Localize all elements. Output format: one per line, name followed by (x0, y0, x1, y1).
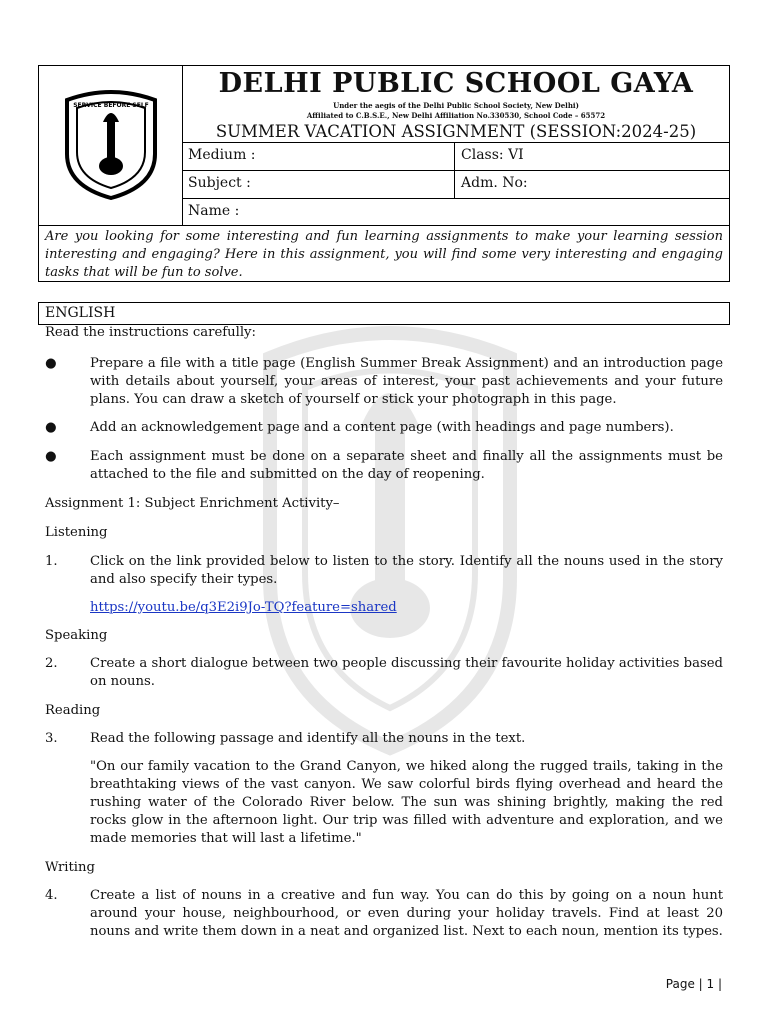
aegis-line: Under the aegis of the Delhi Public School Society, New Delhi) (333, 101, 579, 110)
listening-heading: Listening (45, 525, 108, 540)
list-item (45, 887, 723, 941)
item-number: 1. (45, 554, 58, 569)
passage-text: "On our family vacation to the Grand Canyon, we hiked along the rugged trails, taking in the breathtaking views of the vast canyon. We saw colorful birds flying overhead and heard the rushing water of the Colorado River below. The sun was shining brightly, making the red rocks glow in the afternoon light. Our trip was filled with adventure and exploration, and we made memories that will last a lifetime." (90, 759, 723, 846)
speaking-heading: Speaking (45, 628, 108, 643)
reading-heading: Reading (45, 703, 101, 718)
item-number: 4. (45, 888, 58, 903)
writing-text: Create a list of nouns in a creative and fun way. You can do this by going on a noun hunt around your house, neighbourhood, or even during your holiday travels. Find at least 20 nouns and write them down in a neat and organized list. Next to each noun, mention its types. (90, 888, 723, 939)
link-row (45, 599, 723, 617)
logo-text: SERVICE BEFORE SELF (73, 102, 149, 109)
list-item (45, 553, 723, 589)
bullet-icon: ● (45, 420, 57, 435)
subject-label: Subject : (188, 175, 251, 191)
item-number: 3. (45, 731, 58, 746)
list-item (45, 448, 723, 484)
reading-text: Read the following passage and identify all the nouns in the text. (90, 731, 526, 746)
list-item (45, 655, 723, 691)
name-label: Name : (188, 203, 240, 219)
assignment-heading: Assignment 1: Subject Enrichment Activity– (45, 496, 340, 511)
list-item (45, 419, 723, 437)
bullet-text: Prepare a file with a title page (English Summer Break Assignment) and an introduction page with details about yourself, your areas of interest, your past achievements and your future plans. You can draw a sketch of yourself or stick your photograph in this page. (90, 356, 723, 407)
speaking-text: Create a short dialogue between two people discussing their favourite holiday activities based on nouns. (90, 656, 723, 689)
bullet-icon: ● (45, 356, 57, 371)
bullet-icon: ● (45, 449, 57, 464)
header-table (38, 65, 730, 226)
assignment-content (45, 322, 723, 941)
list-item (45, 355, 723, 409)
school-name: DELHI PUBLIC SCHOOL GAYA (218, 68, 694, 99)
section-title: ENGLISH (38, 302, 730, 325)
class-label: Class: VI (461, 147, 524, 163)
bullet-text: Each assignment must be done on a separate sheet and finally all the assignments must be attached to the file and submitted on the day of reopening. (90, 449, 723, 482)
page-number: Page | 1 | (665, 977, 722, 991)
medium-class-row (182, 142, 730, 170)
assignment-title: SUMMER VACATION ASSIGNMENT (SESSION:2024-25) (215, 122, 697, 141)
story-link[interactable]: https://youtu.be/q3E2i9Jo-TQ?feature=shared (90, 600, 397, 615)
name-row (182, 198, 730, 226)
subject-adm-row (182, 170, 730, 198)
adm-label: Adm. No: (461, 175, 528, 191)
item-number: 2. (45, 656, 58, 671)
medium-label: Medium : (188, 147, 256, 163)
school-logo (63, 88, 159, 200)
logo-cell (39, 66, 183, 226)
reading-passage (45, 758, 723, 848)
listening-text: Click on the link provided below to listen to the story. Identify all the nouns used in the story and also specify their types. (90, 554, 723, 587)
writing-heading: Writing (45, 860, 95, 875)
bullet-text: Add an acknowledgement page and a content page (with headings and page numbers). (90, 420, 674, 435)
instructions-heading: Read the instructions carefully: (45, 325, 256, 340)
affiliation-line: Affiliated to C.B.S.E., New Delhi Affiliation No.330530, School Code – 65572 (306, 111, 606, 120)
list-item (45, 730, 723, 748)
intro-text: Are you looking for some interesting and fun learning assignments to make your learning session interesting and engaging? Here in this assignment, you will find some very interesting and engaging tasks that will be fun to solve. (38, 226, 730, 282)
